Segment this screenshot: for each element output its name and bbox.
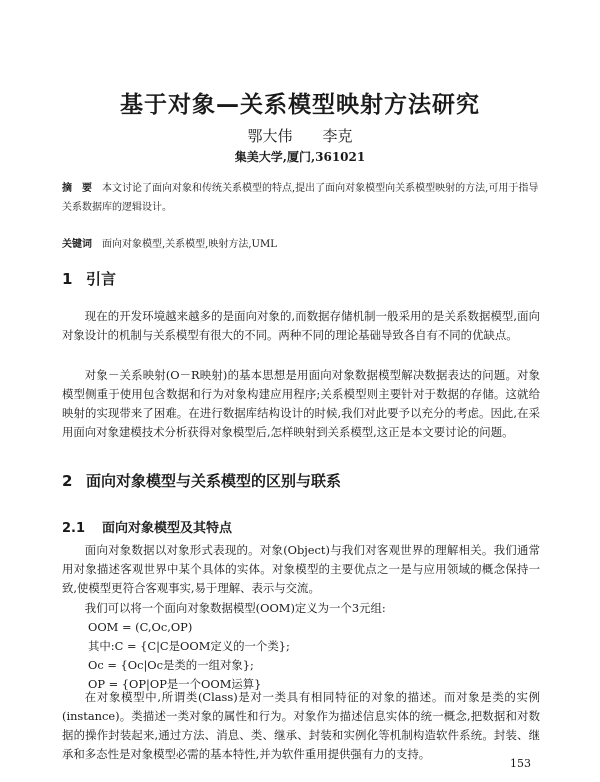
- affiliation: 集美大学,厦门,361021: [234, 150, 366, 164]
- abstract: [62, 179, 540, 217]
- paper-title: 基于对象—关系模型映射方法研究: [120, 92, 480, 118]
- section-2-heading: [62, 470, 341, 491]
- section-2-number: 2: [62, 472, 73, 490]
- section-1-title: 引言: [86, 270, 117, 288]
- section-1-paragraph-1: 现在的开发环境越来越多的是面向对象的,而数据存储机制一般采用的是关系数据模型,面向对象设计的机制与关系模型有很大的不同。两种不同的理论基础导致各自有不同的优缺点。: [62, 309, 540, 342]
- keywords-label: 关键词: [62, 239, 92, 250]
- section-2-1-paragraph-3: 在对象模型中,所谓类(Class)是对一类具有相同特征的对象的描述。而对象是类的实例(instance)。类描述一类对象的属性和行为。对象作为描述信息实体的统一概念,把数据和对数据的操作封装起来,通过方法、消息、类、继承、封装和实例化等机制构造软件系统。封装、继承和多态性是对象模型必需的基本特性,并为软件重用提供强有力的支持。: [62, 690, 540, 761]
- abstract-text: 本文讨论了面向对象和传统关系模型的特点,提出了面向对象模型向关系模型映射的方法,可用于指导关系数据库的逻辑设计。: [62, 183, 539, 213]
- section-2-1-paragraph-2: 我们可以将一个面向对象数据模型(OOM)定义为一个3元组:: [84, 601, 386, 615]
- section-2-1-number: 2.1: [62, 521, 86, 536]
- section-1-number: 1: [62, 270, 73, 288]
- definition-line: OP = {OP|OP是一个OOM运算}: [88, 677, 262, 691]
- definition-line: OOM = (C,Oc,OP): [88, 620, 193, 634]
- definition-line: Oc = {Oc|Oc是类的一组对象};: [88, 658, 254, 672]
- section-1-heading: [62, 268, 116, 289]
- section-2-1-paragraph-1: 面向对象数据以对象形式表现的。对象(Object)与我们对客观世界的理解相关。我们通常用对象描述客观世界中某个具体的实体。对象模型的主要优点之一是与应用领域的概念保持一致,使模型更符合客观事实,易于理解、表示与交流。: [62, 543, 540, 595]
- keywords-text: 面向对象模型,关系模型,映射方法,UML: [102, 239, 277, 250]
- page-number: 153: [510, 757, 531, 770]
- abstract-label: 摘 要: [62, 183, 92, 194]
- keywords: [62, 235, 540, 250]
- section-1-paragraph-2: 对象－关系映射(O－R映射)的基本思想是用面向对象数据模型解决数据表达的问题。对象模型侧重于使用包含数据和行为对象构建应用程序;关系模型则主要针对于数据的存储。这就给映射的实现带来了困难。在进行数据库结构设计的时候,我们对此要予以充分的考虑。因此,在采用面向对象建模技术分析获得对象模型后,怎样映射到关系模型,这正是本文要讨论的问题。: [62, 368, 540, 439]
- section-2-1-heading: [62, 517, 232, 536]
- section-2-1-title: 面向对象模型及其特点: [102, 521, 233, 536]
- definition-line: 其中:C = {C|C是OOM定义的一个类};: [88, 639, 290, 653]
- section-2-title: 面向对象模型与关系模型的区别与联系: [86, 472, 342, 490]
- authors: 鄂大伟 李克: [247, 127, 353, 145]
